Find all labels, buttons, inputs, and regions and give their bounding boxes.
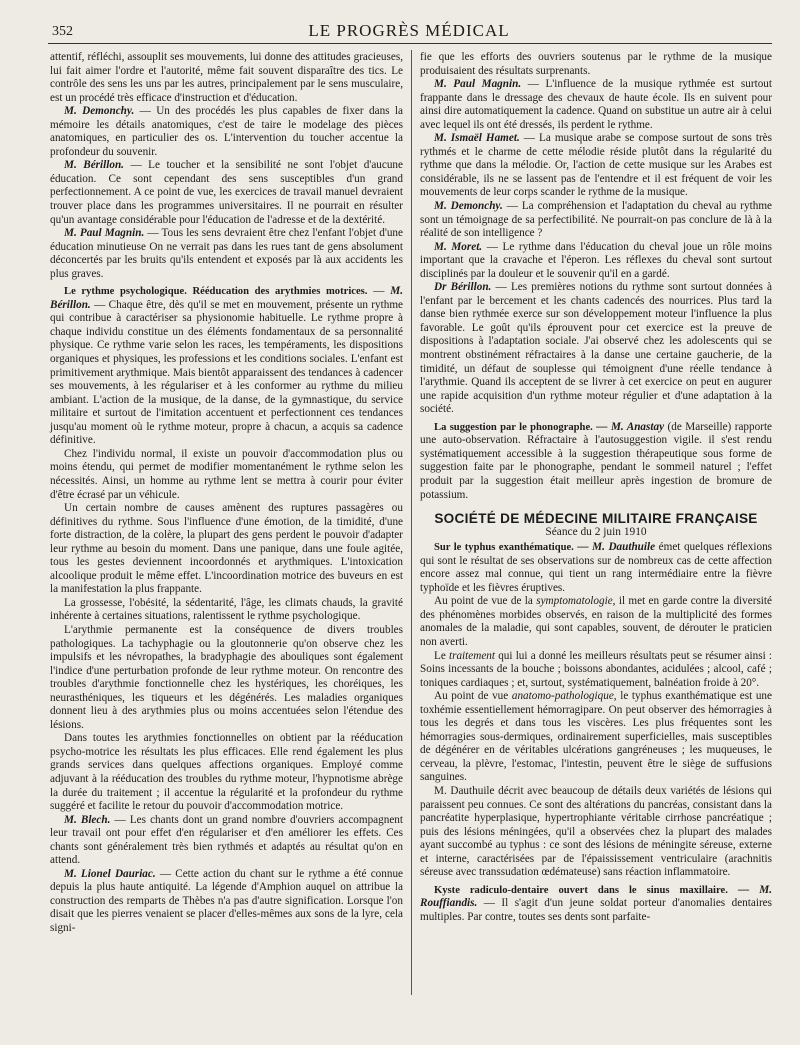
speaker-name: M. Moret. (434, 240, 483, 253)
speaker-name: M. Blech. (64, 813, 111, 826)
subheading: Sur le typhus exanthématique. (434, 542, 574, 554)
journal-title: LE PROGRÈS MÉDICAL (308, 21, 510, 40)
emphasis: symptomatologie (536, 595, 613, 608)
paragraph: Au point de vue anatomo-pathologique, le typhus exanthématique est une toxhémie essentiellement hémorragipare. On peut observer des hémorragies à tous les degrés et dans tous les viscères. Les plus fréquentes sont les hémorragies sous-dermiques, ordinairement superficielles, mais susceptibles de dégénérer en de véritables ulcérations gangréneuses ; les muqueuses, le cerveau, la plèvre, l'estomac, l'intestin, peuvent être le siège de suffusions sanguines. (420, 690, 772, 784)
paragraph: M. Blech. — Les chants dont un grand nombre d'ouvriers accompagnent leur travail ont pour effet d'en régulariser et d'en améliorer les effets. Ces chants sont généralement très bien rythmés et adaptés au résultat qu'on en attend. (50, 813, 403, 867)
paragraph: M. Dauthuile décrit avec beaucoup de détails deux variétés de lésions qui paraissent peu connues. Ce sont des altérations du pancréas, consistant dans la pancréatite hyperplasique, hypertrophiante véritable cirrhose pancréatique ; puis des lésions méningées, qu'il a observées chez la plupart des malades ayant succombé au typhus : ce sont des lésions de méningite séreuse, externe et interne, caractérisées par de l'épaississement ventriculaire (arachnitis séreuse avec transsudation œdémateuse) sans réaction inflammatoire. (420, 784, 772, 879)
subheading: Le rythme psychologique. Rééducation des arythmies motrices. (64, 286, 368, 298)
paragraph: Au point de vue de la symptomatologie, il met en garde contre la diversité des phénomènes morbides observés, en raison de la multiplicité des formes anomales de la maladie, qui sont capables, souvent, de dérouter le praticien non averti. (420, 595, 772, 648)
paragraph: fie que les efforts des ouvriers soutenus par le rythme de la musique produisaient des résultats surprenants. (420, 51, 772, 77)
paragraph: M. Ismaël Hamet. — La musique arabe se compose surtout de sons très rythmés et le charme de cette mélodie réside plutôt dans la régularité du rythme que dans la mélodie. Or, l'action de cette musique sur les Arabes est considérable, ils ne se lassent pas de l'entendre et il est fréquent de voir les mouvements de leur corps scander le rythme de la musique. (420, 132, 772, 199)
paragraph: M. Paul Magnin. — Tous les sens devraient être chez l'enfant l'objet d'une éducation minutieuse On ne verrait pas dans les rues tant de gens absolument déconcertés par les bruits qu'ils entendent et exposés par là aux accidents les plus graves. (50, 227, 403, 280)
column-divider (411, 50, 412, 995)
subheading-paragraph: Kyste radiculo-dentaire ouvert dans le sinus maxillaire. — M. Rouffiandis. — Il s'agit d'un jeune soldat porteur d'anomalies dentaires multiples. Par contre, toutes ses dents sont parfaite- (420, 883, 772, 923)
speaker-name: M. Demonchy. (434, 200, 503, 213)
subheading: La suggestion par le phonographe. (434, 421, 593, 433)
paragraph: M. Paul Magnin. — L'influence de la musique rythmée est surtout frappante dans le dressage des chevaux de haute école. Ils en suivent pour ainsi dire automatiquement la cadence. Quand on substitue un autre air à celui avec lequel ils ont été dressés, ils perdent le rythme. (420, 78, 772, 131)
paragraph: attentif, réfléchi, assouplit ses mouvements, lui donne des attitudes gracieuses, lui fait aimer l'ordre et l'autorité, même fait souvent disparaître des tics. Le contrôle des sens les uns par les autres, principalement par le sens musculaire, est un procédé très efficace d'instruction et d'éducation. (50, 51, 403, 104)
speaker-name: M. Demonchy. (64, 105, 135, 118)
paragraph: Un certain nombre de causes amènent des ruptures passagères ou définitives du rythme. Sous l'influence d'une émotion, de la timidité, d'une forte distraction, de la colère, la plupart des gens perdent le pouvoir d'adapter leur rythme au besoin du moment. Dans une panique, dans une foule agitée, tous les gestes deviennent incoordonnés et arythmiques. L'intoxication alcoolique produit le même effet. L'incoordination motrice des buveurs en est la manifestation la plus frappante. (50, 502, 403, 596)
paragraph: Chez l'individu normal, il existe un pouvoir d'accommodation plus ou moins étendu, qui permet de modifier momentanément le rythme selon les nécessités. Ainsi, un homme au rythme lent se mettra à courir pour éviter d'être écrasé par un véhicule. (50, 447, 403, 501)
subheading-paragraph: Sur le typhus exanthématique. — M. Dauthuile émet quelques réflexions qui sont le résultat de ses observations sur de nombreux cas de cette affection encore assez mal connue, qui tient un rang intermédiaire entre la fièvre typhoïde et les fièvres éruptives. (420, 541, 773, 594)
emphasis: traitement (449, 649, 495, 662)
speaker-name: — M. Anastay (592, 420, 665, 433)
paragraph: Dans toutes les arythmies fonctionnelles on obtient par la rééducation psycho-motrice les résultats les plus efficaces. Elle rend également les plus grands services dans quelques affections organiques. Employé comme adjuvant à la rééducation des troubles du rythme moteur, l'hypnotisme abrège la durée du traitement ; il accentue la régularité et la profondeur du rythme suggéré et facilite le retour du pouvoir d'accommodation motrice. (50, 732, 403, 813)
section-title: SOCIÉTÉ DE MÉDECINE MILITAIRE FRANÇAISE (434, 511, 758, 527)
left-column (50, 51, 403, 936)
speaker-name: Dr Bérillon. (434, 281, 492, 294)
paragraph: M. Demonchy. — Un des procédés les plus capables de fixer dans la mémoire les détails anatomiques, c'est de taire le modelage des pièces anatomiques, en particulier des os. L'intervention du toucher accentue la profondeur du souvenir. (50, 105, 403, 158)
subheading: Kyste radiculo-dentaire ouvert dans le sinus maxillaire. (434, 884, 728, 896)
page-number: 352 (52, 24, 73, 39)
speaker-name: M. Paul Magnin. (434, 78, 522, 91)
right-column (420, 51, 772, 924)
speaker-name: M. Lionel Dauriac. (64, 867, 156, 880)
speaker-name: M. Ismaël Hamet. (434, 132, 520, 145)
running-header (48, 18, 770, 42)
speaker-name: — M. Dauthuile (573, 541, 656, 554)
paragraph: M. Moret. — Le rythme dans l'éducation du cheval joue un rôle moins important que la cravache et l'éperon. Les réflexes du cheval sont surtout disciplinés par la douleur et le souvenir qu'il en a gardé. (420, 240, 772, 280)
emphasis: anatomo-pathologique (511, 690, 614, 703)
subheading-paragraph: La suggestion par le phonographe. — M. Anastay (de Marseille) rapporte une auto-observation. Réfractaire à l'autosuggestion vigile. il s'est rendu systématiquement accessible à la suggestion thérapeutique sous forme de suggestion faite par le phonographe, pendant le sommeil naturel ; l'effet produit par la suggestion était meilleur après ingestion de bromure de potassium. (420, 420, 773, 501)
speaker-name: M. Paul Magnin. (64, 227, 145, 240)
paragraph: La grossesse, l'obésité, la sédentarité, l'âge, les climats chauds, la gravité inhérente à certaines situations, ralentissent le rythme psychologique. (50, 596, 403, 623)
paragraph: Dr Bérillon. — Les premières notions du rythme sont surtout données à l'enfant par le bercement et les chants cadencés des nourrices. Plus tard la danse bien rythmée exerce sur son développement moteur l'influence la plus favorable. Le goût qu'ils éprouvent pour cet exercice est la preuve de dispositions à l'adaptation sociale. J'ai observé chez les adolescents qui se montrent obstinément réfractaires à la danse une certaine gaucherie, de la timidité, un défaut de souplesse qui témoignent d'une réelle tendance à l'arythmie. Quand ils acceptent de se livrer à cet exercice on peut en augurer une rapide acquisition d'un rythme moteur régulier et d'une adaptation à la société. (420, 281, 772, 416)
paragraph: M. Demonchy. — La compréhension et l'adaptation du cheval au rythme sont un témoignage de sa perfectibilité. Ne pourrait-on pas conclure de là à la réalité de son intelligence ? (420, 200, 772, 240)
speaker-name: M. Bérillon. (64, 159, 124, 172)
paragraph: M. Lionel Dauriac. — Cette action du chant sur le rythme a été connue depuis la plus haute antiquité. La légende d'Amphion auquel on attribue la construction des remparts de Thèbes n'a pas d'autre signification. Lorsque l'on disait que les pierres venaient se placer d'elles-mêmes aux sons de la lyre, cela signi- (50, 867, 404, 934)
speaker-name: — M. Rouffiandis. (420, 883, 772, 910)
paragraph: L'arythmie permanente est la conséquence de divers troubles pathologiques. La tachyphagie ou la gloutonnerie qu'on observe chez les impulsifs et les névropathes, la bradyphagie des abouliques sont également l'indice d'une perturbation profonde de leur rythme moteur. On rencontre des troubles d'arythmie fonctionnelle chez les hystériques, les choréiques, les neurasthéniques, les tiqueurs et les dégénérés. Les maladies organiques donnent lieu à des arythmies plus ou moins accentuées selon l'étendue des lésions. (50, 623, 403, 731)
subheading-paragraph: Le rythme psychologique. Rééducation des arythmies motrices. — M. Bérillon. — Chaque être, dès qu'il se met en mouvement, présente un rythme qui contribue à caractériser sa physionomie habituelle. Le rythme propre à chaque individu constitue un des éléments fondamentaux de sa personnalité physique. Ce rythme varie selon les races, les tempéraments, les dispositions organiques et physiques, les professions et les conditions sociales. L'enfant est primitivement arythmique. Mais bientôt apparaissent des tendances à cadencer ses mouvements, à les régulariser et à les conformer au rythme du milieu ambiant. L'action de la musique, de la danse, de la gymnastique, du service militaire et surtout de l'imitation accentuent et perfectionnent ces tendances jusqu'au moment où le rythme moteur, propre à chacun, a acquis sa cadence définitive. (50, 285, 404, 447)
paragraph: Le traitement qui lui a donné les meilleurs résultats peut se résumer ainsi : Soins incessants de la bouche ; boissons abondantes, acidulées ; alcool, café ; toniques cardiaques ; et, surtout, systématiquement, balnéation froide à 20°. (420, 649, 772, 689)
speaker-name: M. Bérillon. (50, 285, 404, 311)
session-date: Séance du 2 juin 1910 (545, 525, 647, 538)
header-rule (48, 43, 772, 44)
paragraph: M. Bérillon. — Le toucher et la sensibilité ne sont l'objet d'aucune éducation. Ce sont cependant des sens susceptibles d'un grand perfectionnement. A ce point de vue, les exercices de travail manuel devraient trouver place dans les programmes universitaires. Il ne pourrait en résulter qu'un avantage considérable pour l'éducation de l'adresse et de la dextérité. (50, 159, 403, 226)
